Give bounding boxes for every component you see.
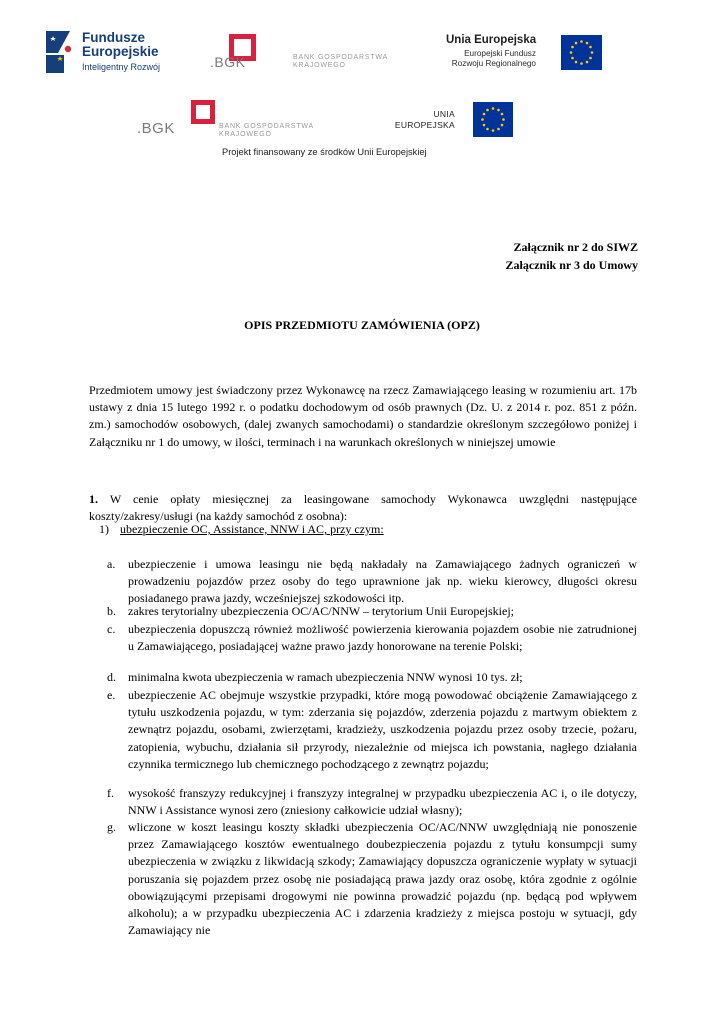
list-item-d (107, 669, 637, 686)
list-item-marker: d. (107, 670, 116, 684)
bgk-second-mark: .BGK (137, 120, 175, 137)
subsection-1-text: ubezpieczenie OC, Assistance, NNW i AC, przy czym: (120, 522, 384, 536)
list-item-text: ubezpieczenia dopuszczą również możliwość powierzenia kierowania pojazdem osobie nie zatrudnionej u Zamawiającego, posiadającej ważne prawo jazdy honorowane na terenie Polski; (128, 622, 637, 654)
bgk-top-mark: .BGK (210, 54, 246, 70)
list-item-marker: g. (107, 820, 116, 834)
ue-second-line2: EUROPEJSKA (394, 120, 455, 130)
list-item-text: minimalna kwota ubezpieczenia w ramach ubezpieczenia NNW wynosi 10 tys. zł; (128, 670, 523, 684)
eu-flag-icon (561, 35, 602, 70)
list-item-marker: e. (107, 688, 116, 702)
ue-logo-top (440, 33, 605, 73)
list-item-text: wliczone w koszt leasingu koszty składki ubezpieczenia OC/AC/NNW uwzględniają nie ponoszenie przez Zamawiającego kosztów ewentualnego doubezpieczenia pojazdu z tytułu konsumpcji sumy ubezpieczenia w związku z likwidacją szkody; Zamawiający dopuszcza ograniczenie wypłaty w sytuacji poruszania się pojazdem przez osobę nie posiadającą prawa jazdy oraz osobę, która zgodnie z ogólnie obowiązującymi przepisami drogowymi nie powinna prowadzić pojazdu (np. będącą pod wpływem alkoholu); a w przypadku ubezpieczenia AC i zdarzenia kradzieży z miejsca postoju w sytuacji, gdy Zamawiający nie (128, 820, 637, 938)
list-item-text: ubezpieczenie i umowa leasingu nie będą nakładały na Zamawiającego żadnych ograniczeń w prowadzeniu pojazdów przez osoby do tego uprawnione jak np. wieku kierowcy, długości okresu posiadanego prawa jazdy, wcześniejszej szkodowości itp. (128, 557, 637, 606)
list-item-marker: c. (107, 622, 116, 636)
bgk-logo-second (137, 100, 337, 146)
eu-flag-icon (473, 102, 513, 137)
page-title: OPIS PRZEDMIOTU ZAMÓWIENIA (OPZ) (244, 318, 480, 332)
list-item-g (107, 819, 637, 939)
list-item-marker: f. (107, 786, 114, 800)
list-item-text: zakres terytorialny ubezpieczenia OC/AC/NNW – terytorium Unii Europejskiej; (128, 604, 514, 618)
fundusze-line3: Inteligentny Rozwój (82, 62, 161, 72)
ue-top-title: Unia Europejska (446, 34, 537, 46)
ue-second-line1: UNIA (433, 109, 455, 119)
list-item-marker: a. (107, 557, 116, 571)
intro-paragraph: Przedmiotem umowy jest świadczony przez Wykonawcę na rzecz Zamawiającego leasing w rozumieniu art. 17b ustawy z dnia 15 lutego 1992 r. o podatku dochodowym od osób prawnych (Dz. U. z 2014 r. poz. 851 z późn. zm.) samochodów osobowych, (dalej zwanych samochodami) o standardzie określonym szczegółowo poniżej i Załączniku nr 1 do umowy, w ilości, terminach i na warunkach określonych w niniejszej umowie (89, 383, 637, 449)
fundusze-europejskie-emblem-icon (42, 27, 84, 77)
ue-top-line2: Rozwoju Regionalnego (451, 59, 536, 68)
attachment-line2: Załącznik nr 3 do Umowy (505, 258, 638, 272)
project-note: Projekt finansowany ze środków Unii Europejskiej (222, 147, 427, 157)
bgk-second-name-line2: KRAJOWEGO (219, 131, 272, 138)
list-item-b (107, 603, 637, 620)
section-1-number: 1. (89, 492, 98, 506)
subsection-1-number: 1) (99, 522, 109, 536)
fundusze-line1: Fundusze (82, 30, 145, 45)
list-item-text: wysokość franszyzy redukcyjnej i franszyzy integralnej w przypadku ubezpieczenia AC i, o ile dotyczy, NNW i Assistance wynosi zero (zniesiony całkowicie udział własny); (128, 786, 637, 818)
list-item-e (107, 687, 637, 773)
list-item-text: ubezpieczenie AC obejmuje wszystkie przypadki, które mogą powodować obciążenie Zamawiającego z tytułu uszkodzenia pojazdu, w tym: zderzania się pojazdów, zderzenia pojazdu z martwym obiektem z zewnątrz pojazdu, osobami, zwierzętami, kradzieży, uszkodzenia pojazdu przez osoby trzecie, pożaru, zatopienia, wybuchu, działania sił przyrody, niezależnie od miejsca ich powstania, nagłego działania czynnika termicznego lub chemicznego pochodzącego z zewnątrz pojazdu; (128, 688, 637, 771)
fundusze-line2: Europejskie (82, 44, 159, 59)
bgk-second-name-line1: BANK GOSPODARSTWA (219, 123, 315, 130)
ue-top-line1: Europejski Fundusz (464, 49, 536, 58)
attachment-line1: Załącznik nr 2 do SIWZ (513, 240, 638, 254)
list-item-c (107, 621, 637, 655)
bgk-top-name-line1: BANK GOSPODARSTWA (293, 54, 389, 61)
list-item-a (107, 556, 637, 608)
section-1-text: W cenie opłaty miesięcznej za leasingowane samochody Wykonawca uwzględni następujące koszty/zakresy/usługi (na każdy samochód z osobna): (89, 492, 637, 524)
ue-logo-second (385, 101, 515, 139)
list-item-marker: b. (107, 604, 116, 618)
list-item-f (107, 785, 637, 819)
bgk-logo-top (210, 34, 400, 76)
fundusze-europejskie-logo (42, 27, 172, 79)
bgk-top-name-line2: KRAJOWEGO (293, 62, 346, 69)
bgk-red-square-icon (191, 100, 215, 124)
subsection-1 (99, 521, 384, 538)
